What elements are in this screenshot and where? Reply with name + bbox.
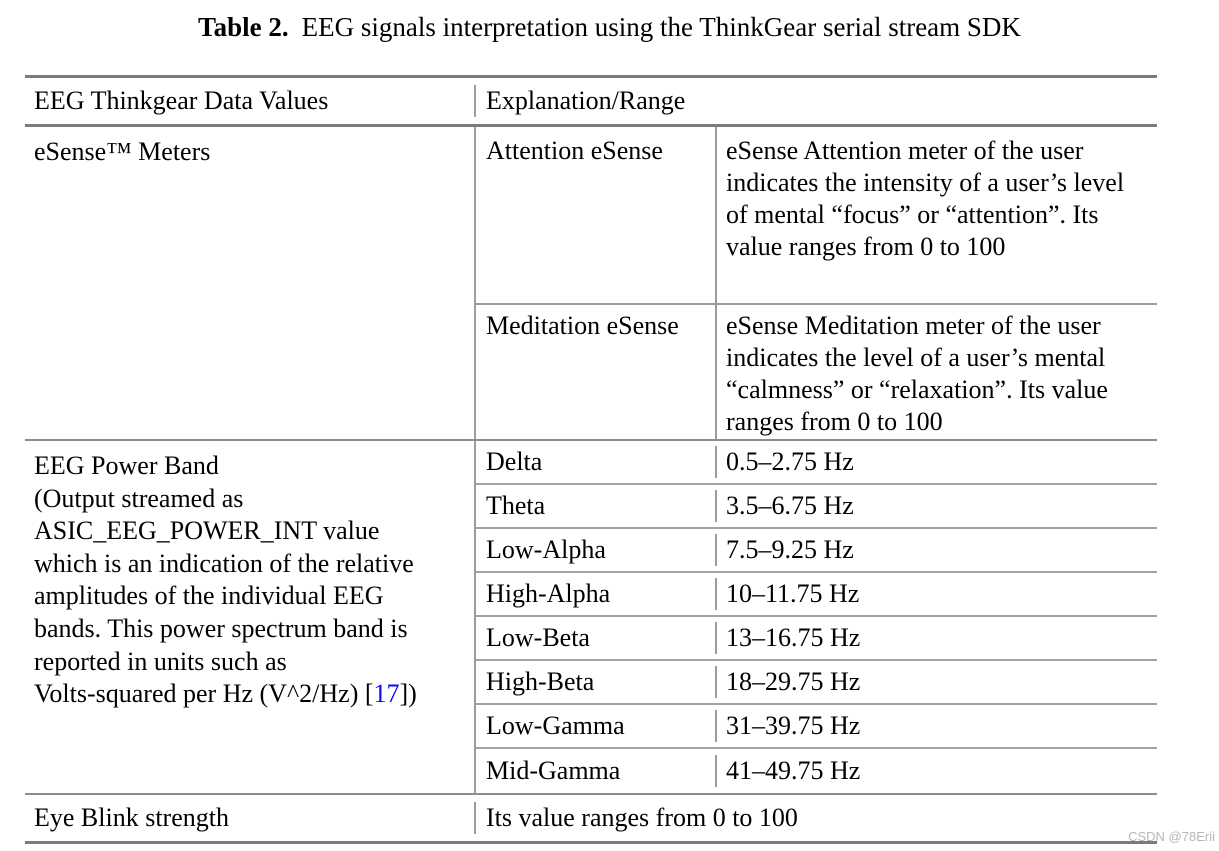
esense-rows [476, 127, 1157, 439]
meditation-esense-description: eSense Meditation meter of the user indicates the level of a user’s mental “calmness” or “relaxation”. Its value ranges from 0 to 100 [726, 311, 1108, 436]
section-esense-meters [25, 127, 1157, 439]
table-row-low-beta [476, 617, 1157, 661]
esense-meters-label: eSense™ Meters [25, 127, 476, 439]
band-name: High-Alpha [476, 578, 717, 610]
power-band-label-line: ASIC_EEG_POWER_INT value [34, 516, 380, 546]
band-range: 13–16.75 Hz [726, 623, 861, 652]
table-row-attention [476, 127, 1157, 305]
band-name: Mid-Gamma [476, 755, 717, 787]
band-name: Theta [476, 490, 717, 522]
band-name: Low-Alpha [476, 534, 717, 566]
table-bottom-rule [25, 841, 1157, 844]
power-band-label-line: (Output streamed as [34, 483, 244, 513]
band-range: 31–39.75 Hz [726, 711, 861, 740]
band-name: Low-Gamma [476, 710, 717, 742]
table-row-mid-gamma [476, 749, 1157, 793]
power-band-label-line: EEG Power Band [34, 451, 219, 480]
meditation-esense-label: Meditation eSense [476, 305, 717, 439]
power-band-label [25, 441, 476, 793]
citation-17-link[interactable]: 17 [373, 679, 400, 709]
attention-esense-label: Attention eSense [476, 127, 717, 303]
band-range: 10–11.75 Hz [726, 579, 860, 608]
band-range: 7.5–9.25 Hz [726, 535, 854, 564]
power-band-label-line: reported in units such as [34, 646, 287, 676]
power-band-rows [476, 441, 1157, 793]
band-name: Delta [476, 446, 717, 478]
table-row-high-beta [476, 661, 1157, 705]
table-row-meditation [476, 305, 1157, 439]
power-band-label-line: amplitudes of the individual EEG [34, 581, 384, 611]
power-band-label-before-cite: Volts-squared per Hz (V^2/Hz) [ [34, 679, 374, 709]
eeg-interpretation-table [25, 75, 1157, 844]
power-band-label-line: bands. This power spectrum band is [34, 613, 408, 643]
table-caption-number: Table 2. [198, 12, 289, 42]
table-row-high-alpha [476, 573, 1157, 617]
band-range: 3.5–6.75 Hz [726, 491, 854, 520]
band-range: 0.5–2.75 Hz [726, 447, 854, 476]
power-band-label-after-cite: ]) [399, 679, 417, 709]
attention-esense-description: eSense Attention meter of the user indicates the intensity of a user’s level of mental “focus” or “attention”. Its value ranges from 0 to 100 [726, 136, 1125, 261]
band-name: High-Beta [476, 666, 717, 698]
band-range: 18–29.75 Hz [726, 667, 861, 696]
table-row-delta [476, 441, 1157, 485]
section-eeg-power-band [25, 441, 1157, 793]
table-caption [0, 12, 1219, 43]
table-row-eye-blink [25, 795, 1157, 841]
eye-blink-value: Its value ranges from 0 to 100 [486, 803, 798, 832]
table-row-low-alpha [476, 529, 1157, 573]
table-row-theta [476, 485, 1157, 529]
csdn-watermark: CSDN @78Erii [1128, 829, 1215, 844]
table-caption-text: EEG signals interpretation using the ThinkGear serial stream SDK [301, 12, 1021, 42]
power-band-label-last-line [34, 678, 474, 711]
eye-blink-label: Eye Blink strength [25, 802, 476, 834]
power-band-label-line: which is an indication of the relative [34, 548, 414, 578]
header-cell-explanation-range: Explanation/Range [486, 86, 686, 115]
band-range: 41–49.75 Hz [726, 756, 861, 785]
band-name: Low-Beta [476, 622, 717, 654]
table-row-low-gamma [476, 705, 1157, 749]
table-header-row [25, 78, 1157, 124]
header-cell-data-values: EEG Thinkgear Data Values [25, 85, 476, 117]
